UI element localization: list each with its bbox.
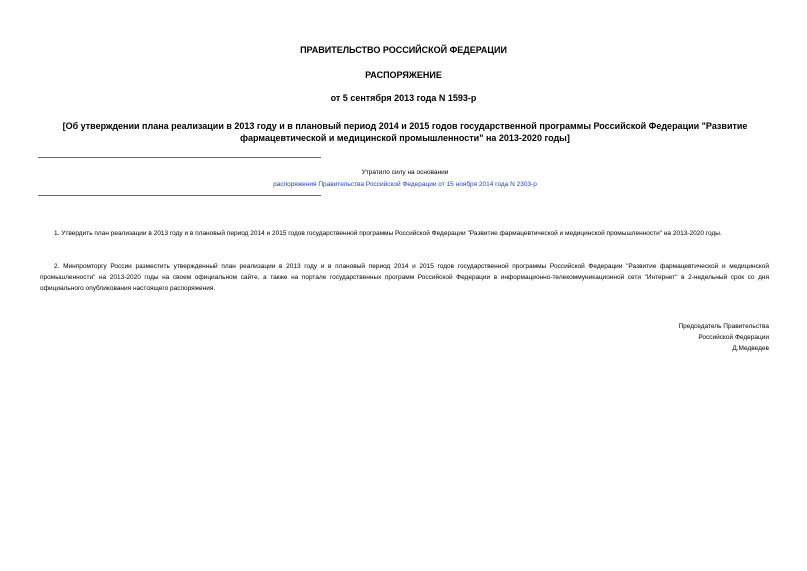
paragraph-1: 1. Утвердить план реализации в 2013 году и в плановый период 2014 и 2015 годов государственной программы Российской Федерации "Развитие фармацевтической и медицинской промышленности" на 2013-2020 годы.	[54, 230, 722, 237]
signature-position: Председатель Правительства	[678, 323, 769, 330]
paragraph-2: 2. Минпромторгу России разместить утвержденный план реализации в 2013 году и в плановый период 2014 и 2015 годов государственной программы Российской Федерации "Развитие фармацевтической и медицинской промышленности" на 2013-2020 годы на своем официальном сайте, а также на портале государственных программ Российской Федерации в информационно-телекоммуникационной сети "Интернет" в 2-недельный срок со дня официального опубликования настоящего распоряжения.	[40, 263, 769, 292]
divider-bottom	[38, 195, 321, 196]
document-title: [Об утверждении плана реализации в 2013 году и в плановый период 2014 и 2015 годов государственной программы Российской Федерации "Развитие фармацевтической и медицинской промышленности" на 2013-2020 годы]	[62, 121, 748, 143]
document-type-heading: РАСПОРЯЖЕНИЕ	[365, 70, 442, 80]
government-heading: ПРАВИТЕЛЬСТВО РОССИЙСКОЙ ФЕДЕРАЦИИ	[300, 45, 507, 55]
date-number-heading: от 5 сентября 2013 года N 1593-р	[330, 93, 477, 103]
divider-top	[38, 157, 321, 158]
signature-organization: Российской Федерации	[698, 334, 769, 341]
status-note-text: Утратило силу на основании	[361, 169, 449, 176]
signature-name: Д.Медведев	[732, 345, 769, 352]
repeal-reference-link[interactable]: распоряжения Правительства Российской Федерации от 15 ноября 2014 года N 2303-р	[273, 181, 537, 188]
